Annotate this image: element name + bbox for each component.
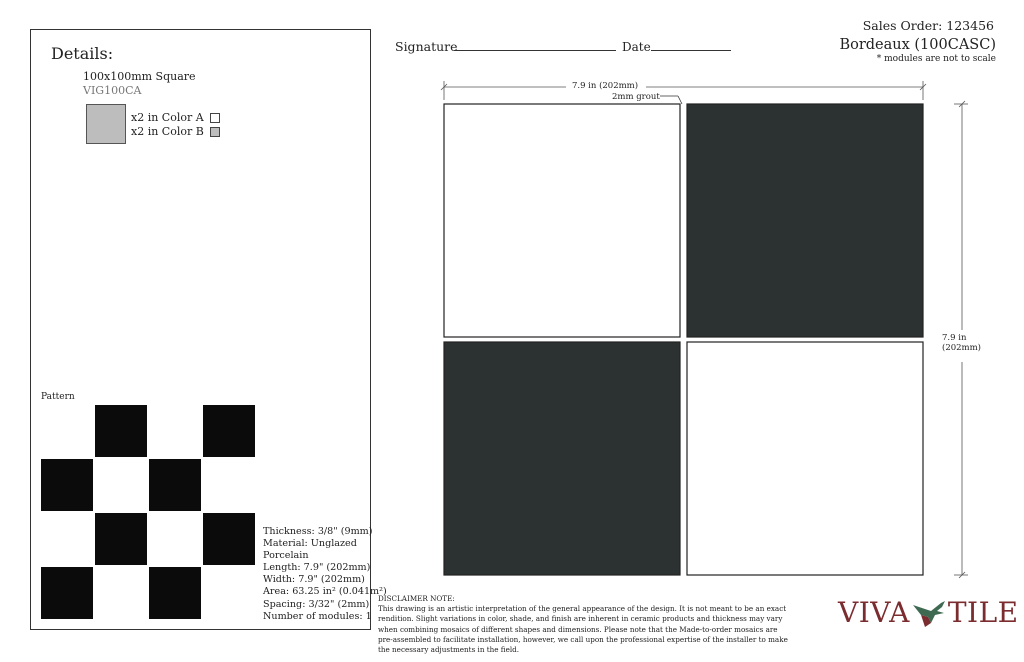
disclaimer-line: rendition. Slight variations in color, shade, and finish are inherent in ceramic products and thickness may vary xyxy=(378,614,783,624)
tile-bottom-left xyxy=(444,342,680,575)
tile-drawing xyxy=(436,78,981,583)
spec-thickness: Thickness: 3/8" (9mm) xyxy=(263,526,373,537)
tile-top-left xyxy=(444,104,680,337)
pattern-cell-light xyxy=(41,513,93,565)
spec-material: Material: Unglazed xyxy=(263,538,357,550)
spec-material-cont: Porcelain xyxy=(263,550,309,562)
height-dim-label-2: (202mm) xyxy=(942,343,981,353)
pattern-cell-dark xyxy=(95,513,147,565)
pattern-cell-light xyxy=(95,567,147,619)
tile-swatch xyxy=(86,104,126,144)
brand-logo xyxy=(838,596,1019,629)
pattern-cell-light xyxy=(149,405,201,457)
disclaimer xyxy=(378,594,788,655)
color-a-swatch xyxy=(210,113,220,123)
spec-area: Area: 63.25 in² (0.041m²) xyxy=(263,586,387,598)
spec-length: Length: 7.9" (202mm) xyxy=(263,562,371,574)
pattern-cell-dark xyxy=(203,513,255,565)
date-label: Date xyxy=(622,40,651,54)
width-dimension xyxy=(441,81,926,100)
tile-code: VIG100CA xyxy=(83,84,142,97)
tile-top-right xyxy=(687,104,923,337)
color-a-label: x2 in Color A xyxy=(131,111,204,124)
width-dim-label: 7.9 in (202mm) xyxy=(571,81,639,91)
spec-modules: Number of modules: 1 xyxy=(263,610,372,622)
signature-line[interactable] xyxy=(454,50,616,51)
grout-leader xyxy=(660,96,682,104)
tile-size: 100x100mm Square xyxy=(83,70,196,83)
color-b-line xyxy=(131,125,220,138)
pattern-cell-dark xyxy=(149,567,201,619)
details-title: Details: xyxy=(51,44,114,63)
disclaimer-title: DISCLAIMER NOTE: xyxy=(378,594,455,603)
pattern-cell-dark xyxy=(95,405,147,457)
pattern-cell-light xyxy=(41,405,93,457)
logo-text-right: TILE xyxy=(947,596,1019,629)
height-dim-label-1: 7.9 in xyxy=(942,333,967,343)
product-name: Bordeaux (100CASC) xyxy=(839,37,996,53)
color-b-label: x2 in Color B xyxy=(131,125,204,138)
spec-list xyxy=(263,526,387,623)
pattern-cell-light xyxy=(149,513,201,565)
pattern-cell-dark xyxy=(203,405,255,457)
scale-note: * modules are not to scale xyxy=(876,54,996,64)
disclaimer-line: pre-assembled to facilitate installation, however, we call upon the professional expertise of the installer to make xyxy=(378,634,788,644)
disclaimer-line: This drawing is an artistic interpretation of the general appearance of the design. It is not meant to be an exact xyxy=(378,604,787,614)
color-b-swatch xyxy=(210,127,220,137)
pattern-cell-light xyxy=(203,459,255,511)
sales-order: Sales Order: 123456 xyxy=(862,18,994,33)
disclaimer-line: when combining mosaics of different shapes and dimensions. Please note that the Made-to-order mosaics are xyxy=(378,624,778,634)
pattern-cell-light xyxy=(95,459,147,511)
date-line[interactable] xyxy=(651,50,731,51)
tile-bottom-right xyxy=(687,342,923,575)
pattern-cell-light xyxy=(203,567,255,619)
spec-spacing: Spacing: 3/32" (2mm) xyxy=(263,598,370,610)
spec-width: Width: 7.9" (202mm) xyxy=(263,574,365,586)
pattern-label: Pattern xyxy=(41,392,75,402)
hummingbird-icon xyxy=(911,597,947,629)
color-a-line xyxy=(131,111,220,124)
logo-text-left: VIVA xyxy=(838,596,910,629)
pattern-grid xyxy=(41,405,257,621)
grout-label: 2mm grout xyxy=(612,92,660,102)
signature-label: Signature xyxy=(395,39,458,54)
pattern-cell-dark xyxy=(149,459,201,511)
details-panel xyxy=(30,29,387,630)
pattern-cell-dark xyxy=(41,459,93,511)
pattern-cell-dark xyxy=(41,567,93,619)
disclaimer-line: the necessary adjustments in the field. xyxy=(378,645,520,655)
